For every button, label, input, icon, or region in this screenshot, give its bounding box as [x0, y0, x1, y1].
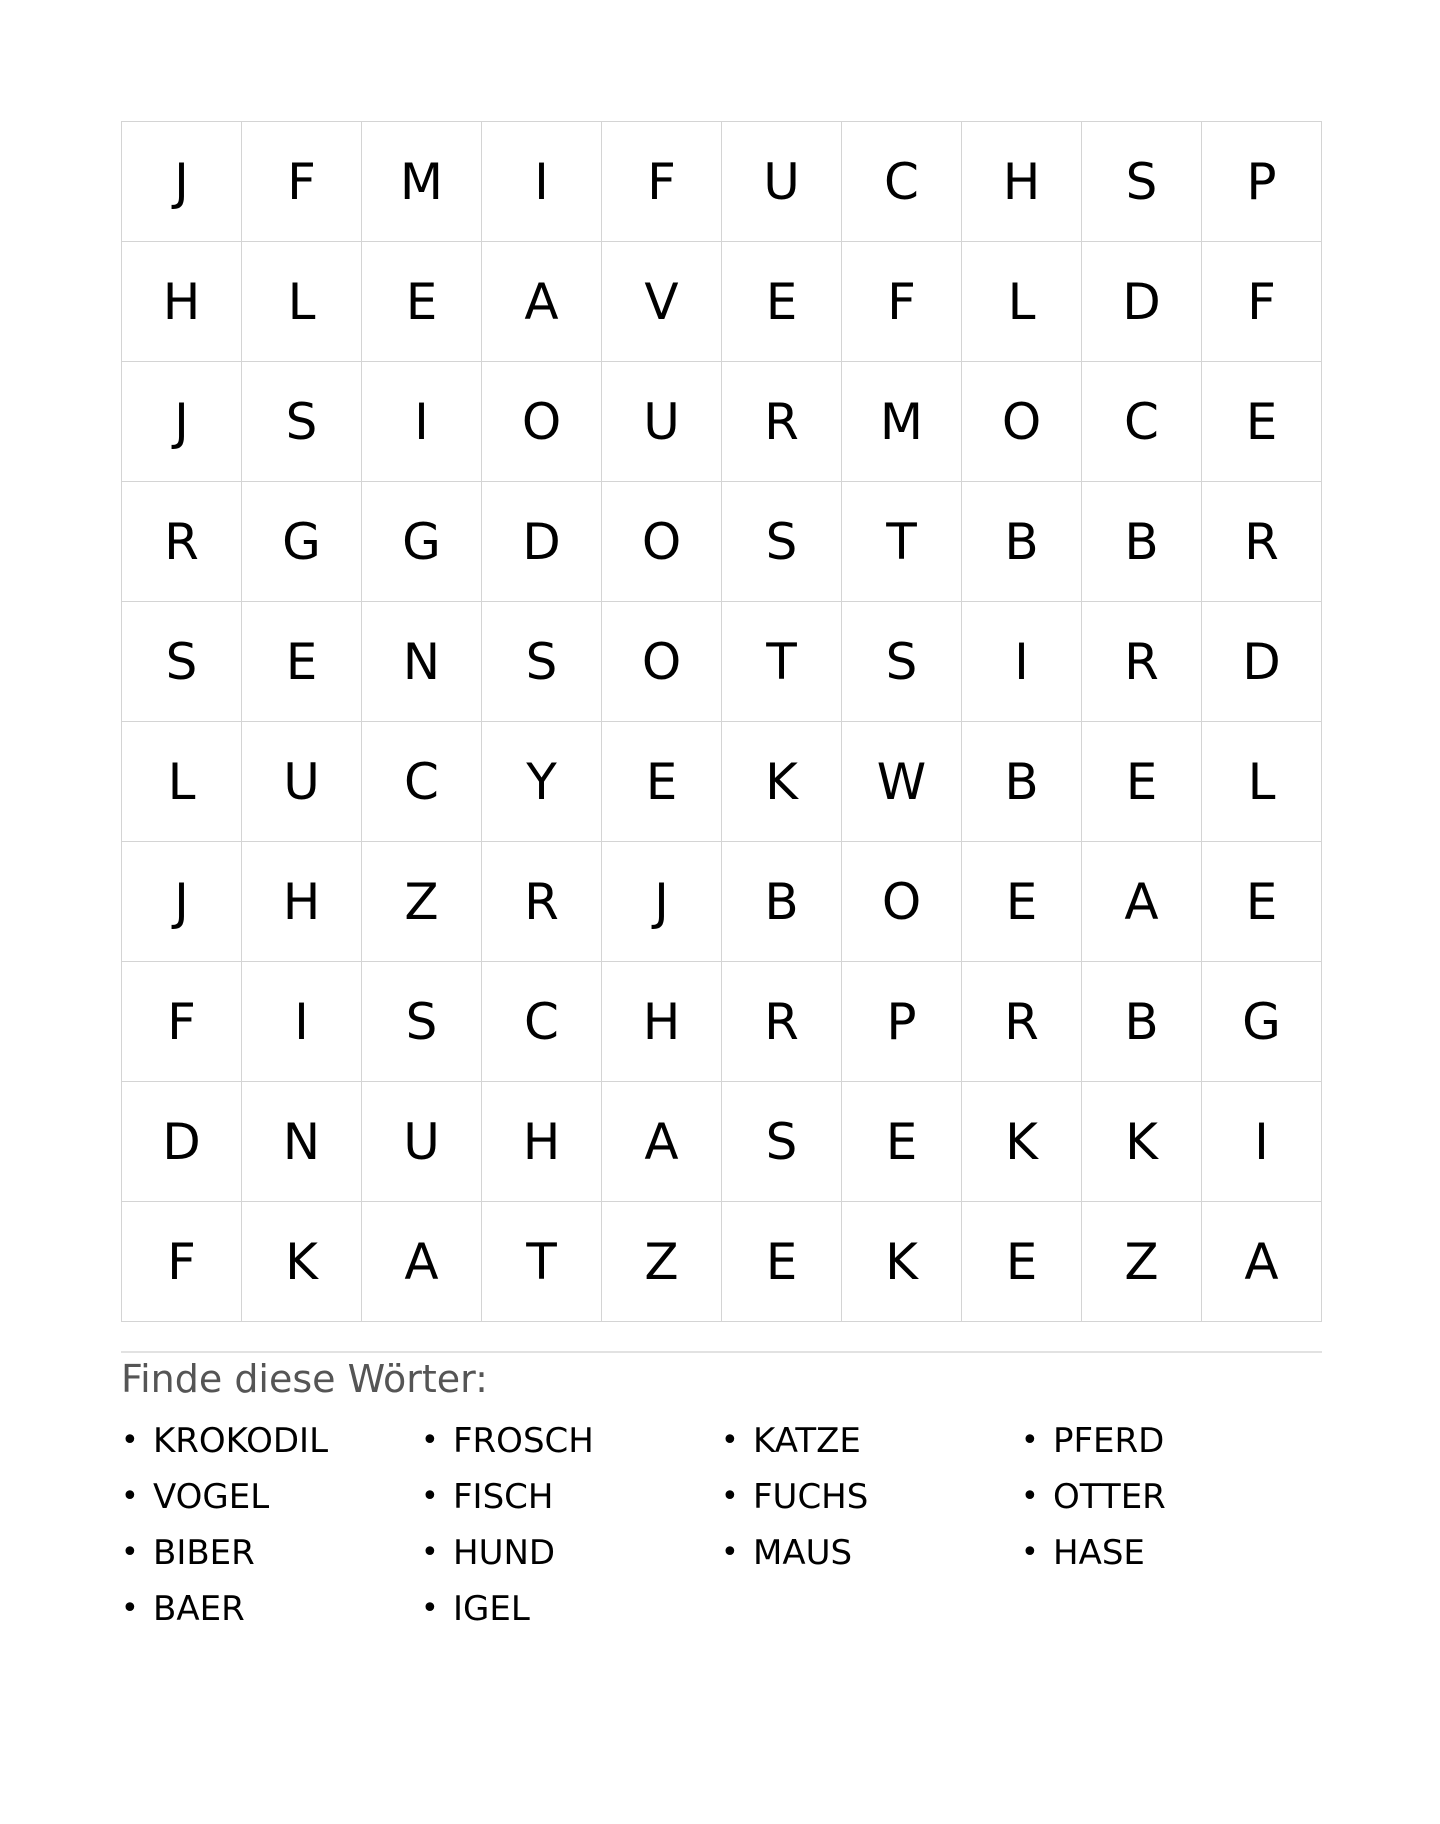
- grid-cell[interactable]: H: [962, 122, 1082, 242]
- grid-cell[interactable]: O: [482, 362, 602, 482]
- grid-cell[interactable]: K: [1082, 1082, 1202, 1202]
- grid-cell[interactable]: E: [962, 842, 1082, 962]
- word-list-heading: Finde diese Wörter:: [121, 1357, 488, 1401]
- word-label: HASE: [1053, 1533, 1145, 1573]
- grid-cell[interactable]: R: [722, 962, 842, 1082]
- grid-cell[interactable]: F: [1202, 242, 1322, 362]
- grid-cell[interactable]: M: [842, 362, 962, 482]
- word-label: OTTER: [1053, 1477, 1166, 1517]
- word-list-item: [121, 1581, 421, 1637]
- grid-cell[interactable]: T: [482, 1202, 602, 1322]
- grid-cell[interactable]: O: [602, 602, 722, 722]
- grid-cell[interactable]: Y: [482, 722, 602, 842]
- grid-cell[interactable]: B: [722, 842, 842, 962]
- grid-cell[interactable]: G: [362, 482, 482, 602]
- grid-cell[interactable]: O: [842, 842, 962, 962]
- grid-cell[interactable]: G: [1202, 962, 1322, 1082]
- grid-cell[interactable]: K: [842, 1202, 962, 1322]
- grid-cell[interactable]: D: [1202, 602, 1322, 722]
- grid-cell[interactable]: L: [962, 242, 1082, 362]
- grid-cell[interactable]: B: [1082, 482, 1202, 602]
- grid-cell[interactable]: R: [122, 482, 242, 602]
- word-list-item: [1021, 1525, 1321, 1581]
- grid-cell[interactable]: D: [1082, 242, 1202, 362]
- grid-cell[interactable]: P: [1202, 122, 1322, 242]
- word-label: FISCH: [453, 1477, 554, 1517]
- word-list-item: [1021, 1413, 1321, 1469]
- grid-cell[interactable]: B: [962, 722, 1082, 842]
- grid-cell[interactable]: F: [842, 242, 962, 362]
- grid-cell[interactable]: U: [722, 122, 842, 242]
- word-list-item: [421, 1413, 721, 1469]
- grid-cell[interactable]: R: [1082, 602, 1202, 722]
- grid-cell[interactable]: S: [362, 962, 482, 1082]
- word-list: [121, 1413, 1321, 1637]
- grid-cell[interactable]: K: [962, 1082, 1082, 1202]
- grid-cell[interactable]: L: [122, 722, 242, 842]
- word-list-item: [421, 1581, 721, 1637]
- word-list-item: [121, 1525, 421, 1581]
- word-list-item: [1021, 1469, 1321, 1525]
- grid-cell[interactable]: S: [482, 602, 602, 722]
- bullet-icon: •: [121, 1535, 139, 1570]
- grid-cell[interactable]: F: [242, 122, 362, 242]
- grid-cell[interactable]: W: [842, 722, 962, 842]
- grid-cell[interactable]: I: [482, 122, 602, 242]
- grid-cell[interactable]: E: [1202, 842, 1322, 962]
- bullet-icon: •: [1021, 1479, 1039, 1514]
- grid-cell[interactable]: E: [362, 242, 482, 362]
- bullet-icon: •: [121, 1423, 139, 1458]
- word-label: VOGEL: [153, 1477, 270, 1517]
- grid-cell[interactable]: O: [602, 482, 722, 602]
- word-label: FUCHS: [753, 1477, 869, 1517]
- grid-cell[interactable]: E: [722, 1202, 842, 1322]
- bullet-icon: •: [1021, 1535, 1039, 1570]
- grid-cell[interactable]: U: [242, 722, 362, 842]
- bullet-icon: •: [721, 1535, 739, 1570]
- word-list-item: [721, 1525, 1021, 1581]
- grid-cell[interactable]: D: [482, 482, 602, 602]
- bullet-icon: •: [1021, 1423, 1039, 1458]
- bullet-icon: •: [421, 1535, 439, 1570]
- grid-cell[interactable]: U: [602, 362, 722, 482]
- grid-cell[interactable]: F: [602, 122, 722, 242]
- grid-cell[interactable]: S: [1082, 122, 1202, 242]
- grid-cell[interactable]: C: [842, 122, 962, 242]
- bullet-icon: •: [421, 1479, 439, 1514]
- word-label: FROSCH: [453, 1421, 594, 1461]
- word-list-item: [721, 1469, 1021, 1525]
- grid-cell[interactable]: J: [602, 842, 722, 962]
- grid-cell[interactable]: R: [962, 962, 1082, 1082]
- grid-cell[interactable]: J: [122, 122, 242, 242]
- grid-cell[interactable]: S: [722, 482, 842, 602]
- word-label: MAUS: [753, 1533, 853, 1573]
- grid-cell[interactable]: E: [962, 1202, 1082, 1322]
- bullet-icon: •: [721, 1423, 739, 1458]
- grid-cell[interactable]: K: [722, 722, 842, 842]
- grid-cell[interactable]: E: [722, 242, 842, 362]
- grid-cell[interactable]: H: [482, 1082, 602, 1202]
- grid-cell[interactable]: R: [482, 842, 602, 962]
- grid-cell[interactable]: T: [722, 602, 842, 722]
- grid-cell[interactable]: M: [362, 122, 482, 242]
- grid-cell[interactable]: E: [602, 722, 722, 842]
- bullet-icon: •: [721, 1479, 739, 1514]
- grid-cell[interactable]: C: [362, 722, 482, 842]
- grid-cell[interactable]: N: [242, 1082, 362, 1202]
- word-list-item: [421, 1469, 721, 1525]
- grid-cell[interactable]: S: [722, 1082, 842, 1202]
- grid-cell[interactable]: S: [242, 362, 362, 482]
- grid-cell[interactable]: G: [242, 482, 362, 602]
- grid-cell[interactable]: S: [842, 602, 962, 722]
- word-label: BAER: [153, 1589, 245, 1629]
- grid-cell[interactable]: I: [362, 362, 482, 482]
- grid-cell[interactable]: P: [842, 962, 962, 1082]
- grid-cell[interactable]: L: [1202, 722, 1322, 842]
- grid-cell[interactable]: Z: [362, 842, 482, 962]
- word-label: PFERD: [1053, 1421, 1165, 1461]
- grid-cell[interactable]: A: [1082, 842, 1202, 962]
- grid-cell[interactable]: B: [1082, 962, 1202, 1082]
- grid-cell[interactable]: J: [122, 842, 242, 962]
- grid-cell[interactable]: I: [1202, 1082, 1322, 1202]
- grid-cell[interactable]: B: [962, 482, 1082, 602]
- grid-cell[interactable]: A: [482, 242, 602, 362]
- grid-cell[interactable]: H: [602, 962, 722, 1082]
- word-list-item: [121, 1469, 421, 1525]
- word-label: HUND: [453, 1533, 556, 1573]
- grid-cell[interactable]: A: [602, 1082, 722, 1202]
- grid-cell[interactable]: E: [1082, 722, 1202, 842]
- grid-cell[interactable]: S: [122, 602, 242, 722]
- grid-cell[interactable]: J: [122, 362, 242, 482]
- word-list-item: [421, 1525, 721, 1581]
- grid-cell[interactable]: O: [962, 362, 1082, 482]
- grid-cell[interactable]: D: [122, 1082, 242, 1202]
- grid-cell[interactable]: L: [242, 242, 362, 362]
- grid-cell[interactable]: E: [242, 602, 362, 722]
- grid-cell[interactable]: H: [122, 242, 242, 362]
- bullet-icon: •: [421, 1423, 439, 1458]
- word-label: KROKODIL: [153, 1421, 329, 1461]
- word-label: BIBER: [153, 1533, 255, 1573]
- grid-cell[interactable]: I: [242, 962, 362, 1082]
- grid-cell[interactable]: A: [1202, 1202, 1322, 1322]
- grid-cell[interactable]: R: [1202, 482, 1322, 602]
- bullet-icon: •: [121, 1479, 139, 1514]
- grid-cell[interactable]: C: [482, 962, 602, 1082]
- letter-grid: [121, 121, 1322, 1322]
- bullet-icon: •: [421, 1591, 439, 1626]
- grid-cell[interactable]: C: [1082, 362, 1202, 482]
- grid-cell[interactable]: H: [242, 842, 362, 962]
- grid-cell[interactable]: F: [122, 962, 242, 1082]
- grid-cell[interactable]: V: [602, 242, 722, 362]
- grid-cell[interactable]: I: [962, 602, 1082, 722]
- grid-cell[interactable]: Z: [1082, 1202, 1202, 1322]
- grid-cell[interactable]: U: [362, 1082, 482, 1202]
- word-list-item: [721, 1413, 1021, 1469]
- bullet-icon: •: [121, 1591, 139, 1626]
- grid-cell[interactable]: E: [842, 1082, 962, 1202]
- grid-cell[interactable]: A: [362, 1202, 482, 1322]
- word-label: KATZE: [753, 1421, 861, 1461]
- word-label: IGEL: [453, 1589, 530, 1629]
- word-list-item: [121, 1413, 421, 1469]
- grid-cell[interactable]: E: [1202, 362, 1322, 482]
- grid-cell[interactable]: K: [242, 1202, 362, 1322]
- grid-cell[interactable]: Z: [602, 1202, 722, 1322]
- grid-cell[interactable]: N: [362, 602, 482, 722]
- grid-cell[interactable]: R: [722, 362, 842, 482]
- grid-cell[interactable]: T: [842, 482, 962, 602]
- grid-cell[interactable]: F: [122, 1202, 242, 1322]
